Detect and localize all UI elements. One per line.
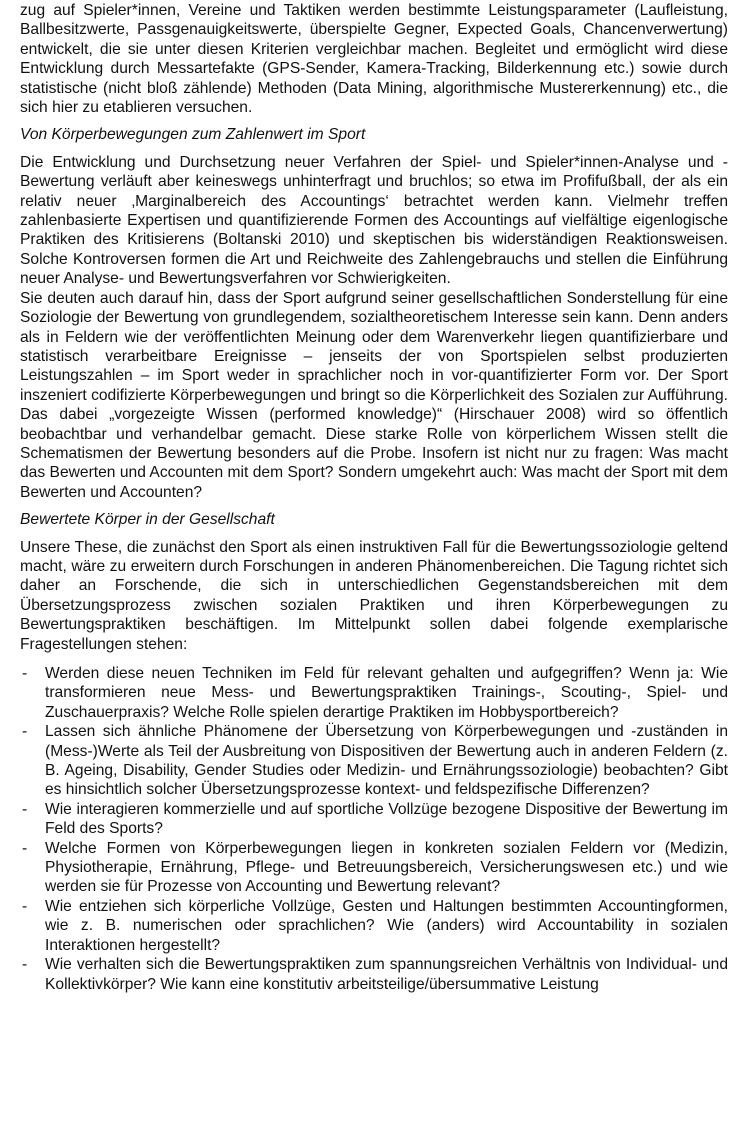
list-item: [20, 800, 728, 839]
list-item: [20, 897, 728, 955]
list-item: [20, 955, 728, 994]
paragraph-controversies: Die Entwicklung und Durchsetzung neuer Verfahren der Spiel- und Spieler*innen-Analyse und -Bewertung verläuft aber keineswegs unhinterfragt und bruchlos; so etwa im Profifußball, der als ein relativ neuer ‚Marginalbereich des Accountings‘ betrachtet werden kann. Vielmehr treffen zahlenbasierte Expertisen und quantifizierende Formen des Accountings auf vielfältige eigenlogische Praktiken des Kritisierens (Boltanski 2010) und skeptischen bis widerständigen Reaktionsweisen. Solche Kontroversen formen die Art und Reichweite des Zahlengebrauchs und stellen die Einführung neuer Analyse- und Bewertungsverfahren vor Schwierigkeiten.: [20, 153, 728, 288]
list-item: [20, 839, 728, 897]
section-heading-body-to-number: Von Körperbewegungen zum Zahlenwert im Sport: [20, 126, 366, 144]
list-item: [20, 664, 728, 722]
bullet-dash: -: [22, 839, 28, 857]
list-item: [20, 722, 728, 800]
list-item-text: Lassen sich ähnliche Phänomene der Übersetzung von Körperbewegungen und -zuständen in (Mess-)Werte als Teil der Ausbreitung von Dispositiven der Bewertung auch in anderen Feldern (z. B. Ageing, Disability, Gender Studies oder Medizin- und Ernährungssoziologie) beobachten? Gibt es hinsichtlich solcher Übersetzungsprozesse kontext- und feldspezifische Differenzen?: [45, 723, 728, 799]
paragraph-sport-special-status: Sie deuten auch darauf hin, dass der Sport aufgrund seiner gesellschaftlichen Sonderstellung für eine Soziologie der Bewertung von grundlegendem, sozialtheoretischem Interesse sein kann. Denn anders als in Feldern wie der veröffentlichten Meinung oder dem Warenverkehr liegen quantifizierbare und statistisch verarbeitbare Ereignisse – jenseits der von Sportspielen selbst produzierten Leistungszahlen – im Sport weder in sprachlicher noch in vor-quantifizierter Form vor. Der Sport inszeniert codifizierte Körperbewegungen und bringt so die Körperlichkeit des Sozialen zur Aufführung. Das dabei „vorgezeigte Wissen (performed knowledge)“ (Hirschauer 2008) wird so öffentlich beobachtbar und verhandelbar gemacht. Diese starke Rolle von körperlichem Wissen stellt die Schematismen der Bewertung besonders auf die Probe. Insofern ist nicht nur zu fragen: Was macht das Bewerten und Accounten mit dem Sport? Sondern umgekehrt auch: Was macht der Sport mit dem Bewerten und Accounten?: [20, 289, 728, 501]
list-item-text: Wie entziehen sich körperliche Vollzüge, Gesten und Haltungen bestimmten Accountingformen, wie z. B. numerischen oder sprachlichen? Wie (anders) wird Accountability in sozialen Interaktionen hergestellt?: [45, 897, 728, 954]
question-list: [20, 664, 728, 994]
section-heading-evaluated-bodies: Bewertete Körper in der Gesellschaft: [20, 511, 275, 529]
list-item-text: Welche Formen von Körperbewegungen liegen in konkreten sozialen Feldern vor (Medizin, Physiotherapie, Ernährung, Pflege- und Betreuungsbereich, Versicherungswesen etc.) und wie werden sie für Prozesse von Accounting und Bewertung relevant?: [45, 839, 728, 896]
list-item-text: Werden diese neuen Techniken im Feld für relevant gehalten und aufgegriffen? Wenn ja: Wie transformieren neue Mess- und Bewertungspraktiken Trainings-, Scouting-, Spiel- und Zuschauerpraxis? Welche Rolle spielen derartige Praktiken im Hobbysportbereich?: [45, 665, 728, 721]
bullet-dash: -: [22, 665, 28, 682]
bullet-dash: -: [22, 723, 28, 741]
paragraph-thesis: Unsere These, die zunächst den Sport als einen instruktiven Fall für die Bewertungssoziologie geltend macht, wäre zu erweitern durch Forschungen in anderen Phänomenbereichen. Die Tagung richtet sich daher an Forschende, die sich in unterschiedlichen Gegenstandsbereichen mit dem Übersetzungsprozess zwischen sozialen Praktiken und ihren Körperbewegungen zu Bewertungspraktiken beschäftigen. Im Mittelpunkt sollen dabei folgende exemplarische Fragestellungen stehen:: [20, 538, 728, 653]
bullet-dash: -: [22, 956, 28, 974]
bullet-dash: -: [22, 800, 28, 818]
list-item-text: Wie verhalten sich die Bewertungspraktiken zum spannungsreichen Verhältnis von Individual- und Kollektivkörper? Wie kann eine konstitutiv arbeitsteilige/übersummative Leistung: [45, 956, 728, 993]
bullet-dash: -: [22, 897, 28, 915]
intro-paragraph: zug auf Spieler*innen, Vereine und Taktiken werden bestimmte Leistungsparameter (Laufleistung, Ballbesitzwerte, Passgenauigkeitswerte, überspielte Gegner, Expected Goals, Chancenverwertung) entwickelt, die sie unter diesen Kriterien vergleichbar machen. Begleitet und ermöglicht wird diese Entwicklung durch Messartefakte (GPS-Sender, Kamera-Tracking, Bilderkennung etc.) sowie durch statistische (nicht bloß zählende) Methoden (Data Mining, algorithmische Mustererkennung) etc., die sich hier zu etablieren versuchen.: [20, 2, 728, 117]
list-item-text: Wie interagieren kommerzielle und auf sportliche Vollzüge bezogene Dispositive der Bewertung im Feld des Sports?: [45, 800, 728, 838]
